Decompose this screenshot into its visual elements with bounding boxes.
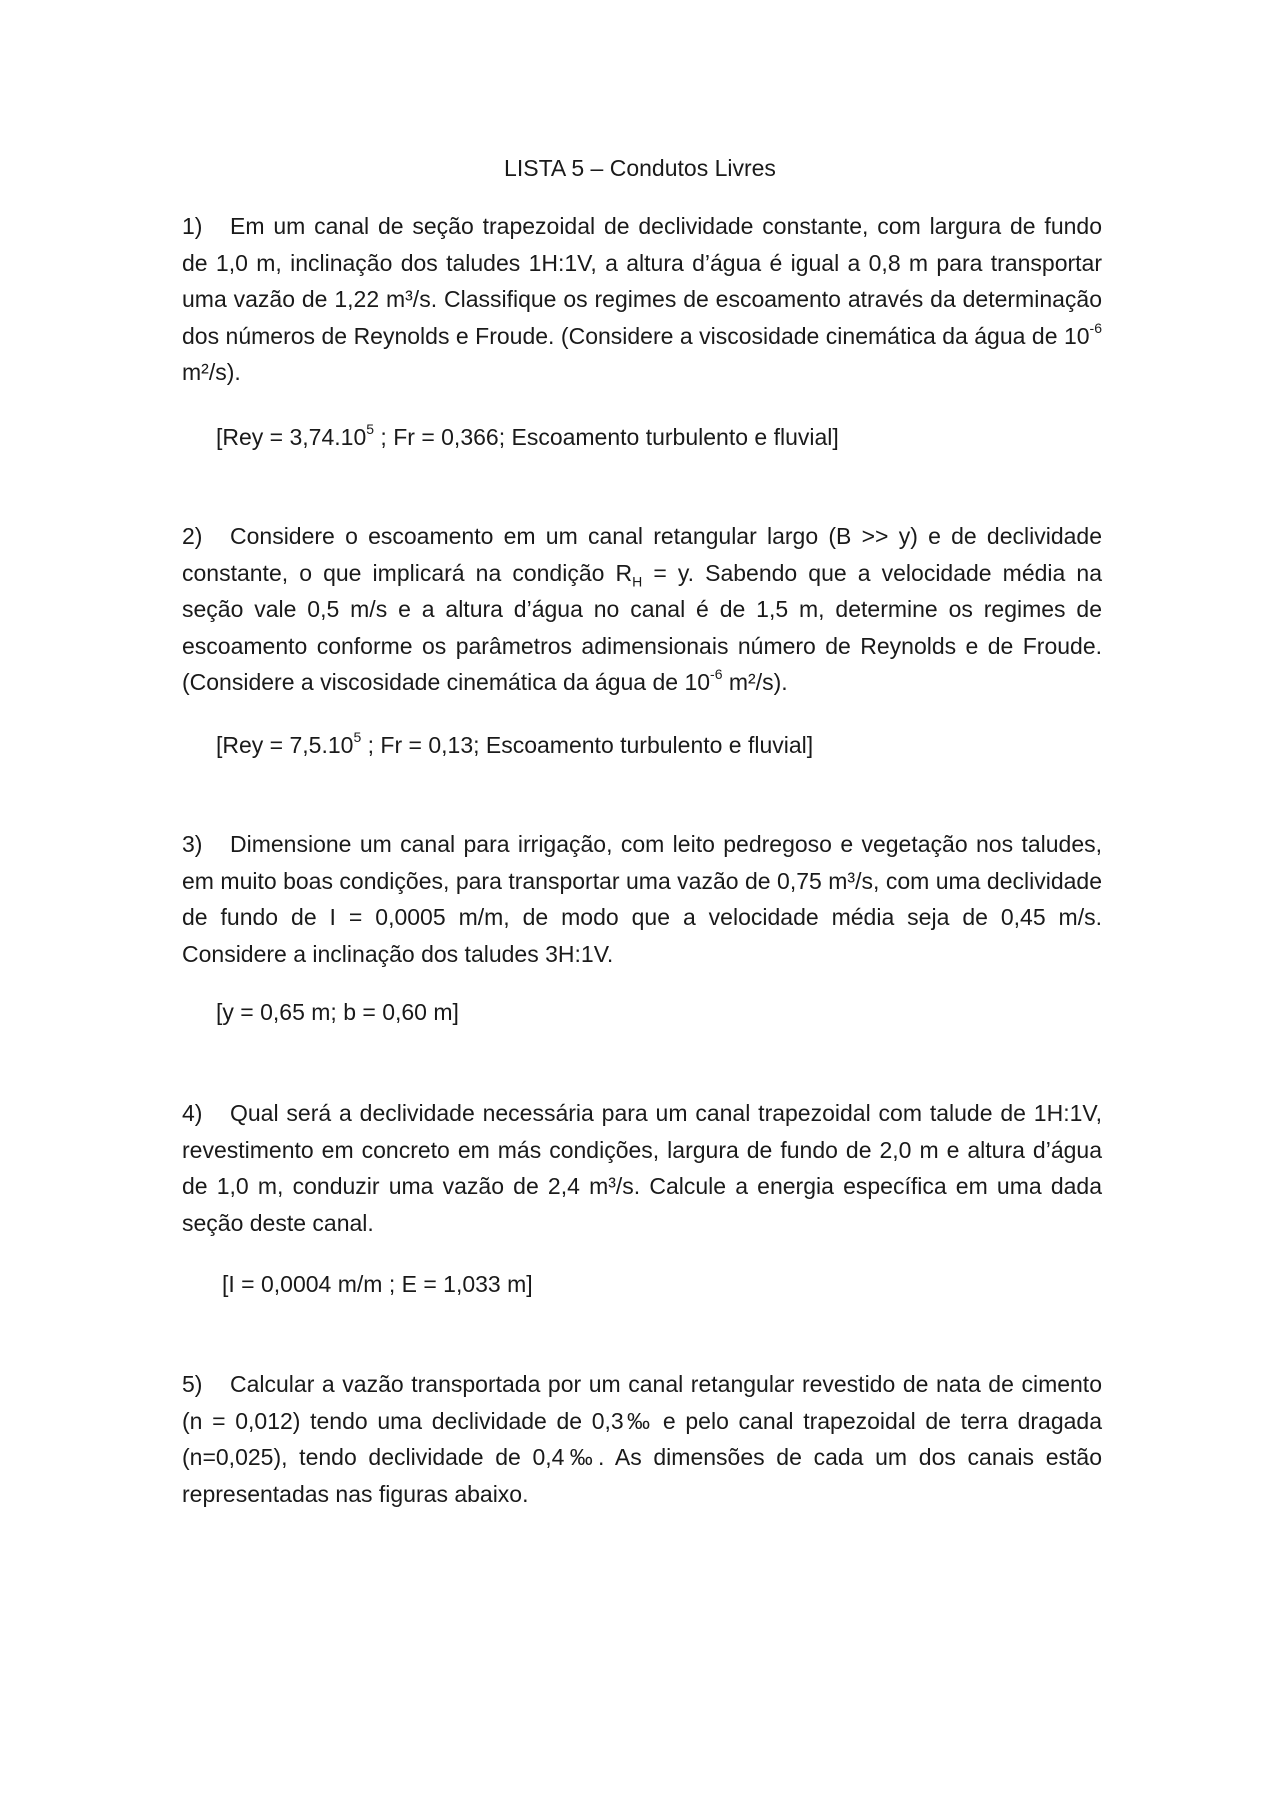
answer-2 xyxy=(216,729,813,761)
problem-number: 2) xyxy=(182,523,203,549)
exponent: 5 xyxy=(353,729,362,746)
exponent: -6 xyxy=(1089,319,1102,336)
exponent: -6 xyxy=(710,666,723,683)
problem-number: 4) xyxy=(182,1100,203,1126)
problem-text: Calcular a vazão transportada por um canal retangular revestido de nata de cimento (n = 0,012) tendo uma declividade de 0,3‰ e pelo canal trapezoidal de terra dragada (n=0,025), tendo declividade de 0,4‰. As dimensões de cada um dos canais estão representadas nas figuras abaixo. xyxy=(182,1371,1102,1507)
problem-text: Considere o escoamento em um canal retangular largo (B >> y) e de declividade constante, o que implicará na condição R xyxy=(182,523,1102,586)
problem-text: Qual será a declividade necessária para um canal trapezoidal com talude de 1H:1V, revestimento em concreto em más condições, largura de fundo de 2,0 m e altura d’água de 1,0 m, conduzir uma vazão de 2,4 m³/s. Calcule a energia específica em uma dada seção deste canal. xyxy=(182,1100,1102,1236)
problem-number: 3) xyxy=(182,831,203,857)
answer-text-end: ; Fr = 0,366; Escoamento turbulento e fluvial] xyxy=(374,424,839,450)
answer-text: [Rey = 3,74.10 xyxy=(216,424,367,450)
problem-1 xyxy=(182,208,1102,391)
answer-3: [y = 0,65 m; b = 0,60 m] xyxy=(216,999,459,1025)
answer-text-end: ; Fr = 0,13; Escoamento turbulento e fluvial] xyxy=(361,732,814,758)
page-title: LISTA 5 – Condutos Livres xyxy=(504,155,776,181)
problem-number: 5) xyxy=(182,1371,203,1397)
problem-text-end: m²/s). xyxy=(722,669,788,695)
answer-4: [I = 0,0004 m/m ; E = 1,033 m] xyxy=(222,1271,533,1297)
problem-text: Em um canal de seção trapezoidal de declividade constante, com largura de fundo de 1,0 m, inclinação dos taludes 1H:1V, a altura d’água é igual a 0,8 m para transportar uma vazão de 1,22 m³/s. Classifique os regimes de escoamento através da determinação dos números de Reynolds e Froude. (Considere a viscosidade cinemática da água de 10 xyxy=(182,213,1102,349)
problem-text-mid: = y. Sabendo que a velocidade média na seção vale 0,5 m/s e a altura d’água no canal é de 1,5 m, determine os regimes de escoamento conforme os parâmetros adimensionais número de Reynolds e de Froude. (Considere a viscosidade cinemática da água de 10 xyxy=(182,559,1103,695)
problem-text: Dimensione um canal para irrigação, com leito pedregoso e vegetação nos taludes, em muito boas condições, para transportar uma vazão de 0,75 m³/s, com uma declividade de fundo de I = 0,0005 m/m, de modo que a velocidade média seja de 0,45 m/s. Considere a inclinação dos taludes 3H:1V. xyxy=(182,831,1102,967)
problem-number: 1) xyxy=(182,213,203,239)
problem-2 xyxy=(182,518,1102,701)
exponent: 5 xyxy=(366,421,375,438)
problem-text-end: m²/s). xyxy=(182,359,241,385)
problem-3 xyxy=(182,826,1102,972)
answer-1 xyxy=(216,421,839,453)
problem-4 xyxy=(182,1095,1102,1241)
answer-text: [Rey = 7,5.10 xyxy=(216,732,354,758)
subscript: H xyxy=(632,573,643,590)
problem-5 xyxy=(182,1366,1102,1512)
